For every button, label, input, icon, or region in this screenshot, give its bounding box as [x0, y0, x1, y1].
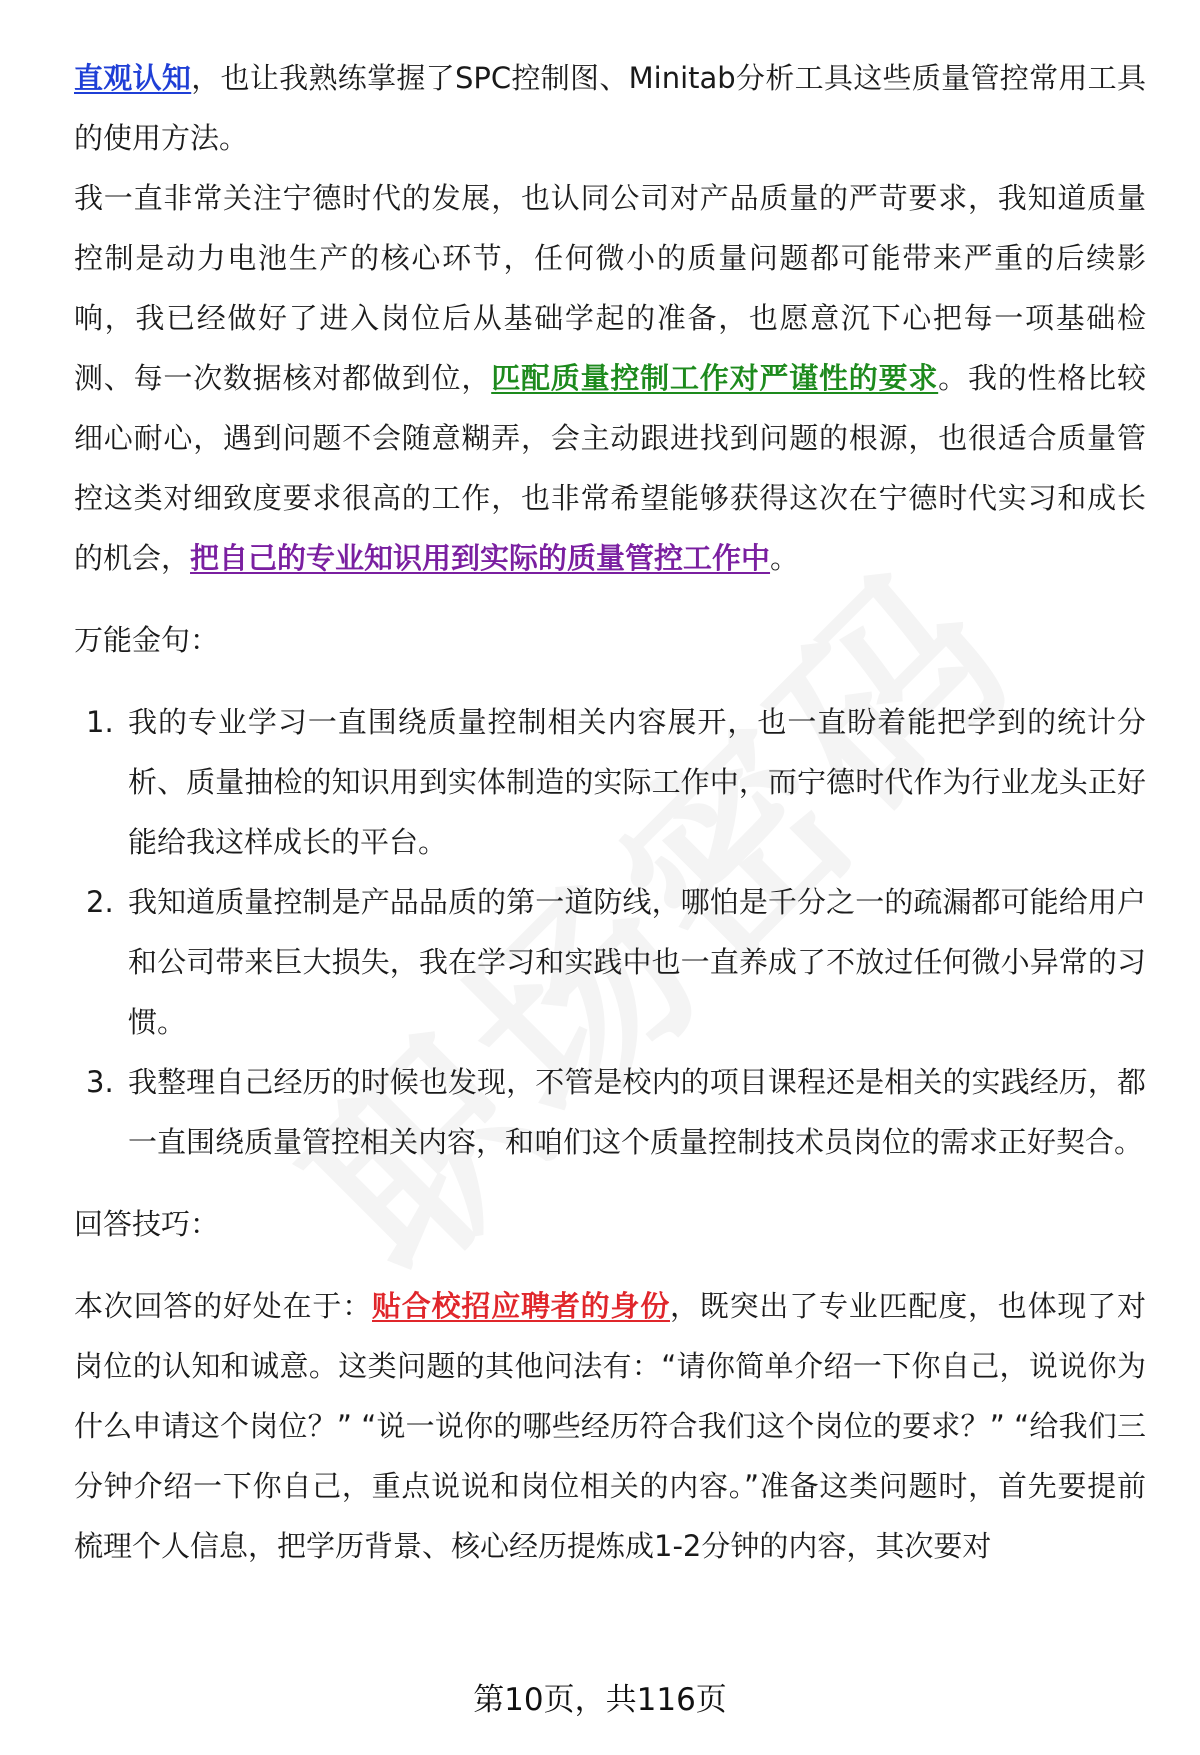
highlight-apply-knowledge: 把自己的专业知识用到实际的质量管控工作中	[190, 541, 771, 575]
paragraph-tips-text-2: ，既突出了专业匹配度，也体现了对岗位的认知和诚意。这类问题的其他问法有：“请你简单介绍一下你自己，说说你为什么申请这个岗位？” “说一说你的哪些经历符合我们这个岗位的要求？” “给我们三分钟介绍一下你自己，重点说说和岗位相关的内容。”准备这类问题时，首先要提前梳理个人信息，把学历背景、核心经历提炼成1-2分钟的内容，其次要对	[74, 1289, 1146, 1563]
golden-sentences-heading: 万能金句：	[74, 623, 220, 657]
list-item	[74, 872, 1146, 1052]
paragraph-intro-text: ，也让我熟练掌握了SPC控制图、Minitab分析工具这些质量管控常用工具的使用方法。	[74, 61, 1146, 155]
paragraph-motivation-text-3: 。	[770, 541, 800, 575]
paragraph-tips	[74, 1276, 1146, 1576]
paragraph-tips-text-1: 本次回答的好处在于：	[74, 1289, 372, 1323]
list-item-text: 我的专业学习一直围绕质量控制相关内容展开，也一直盼着能把学到的统计分析、质量抽检的知识用到实体制造的实际工作中，而宁德时代作为行业龙头正好能给我这样成长的平台。	[128, 705, 1146, 859]
highlight-intuitive-knowledge: 直观认知	[74, 61, 192, 95]
list-item	[74, 692, 1146, 872]
paragraph-motivation-text-1: 我一直非常关注宁德时代的发展，也认同公司对产品质量的严苛要求，我知道质量控制是动力电池生产的核心环节，任何微小的质量问题都可能带来严重的后续影响，我已经做好了进入岗位后从基础学起的准备，也愿意沉下心把每一项基础检测、每一次数据核对都做到位，	[74, 181, 1146, 395]
list-item-text: 我知道质量控制是产品品质的第一道防线，哪怕是千分之一的疏漏都可能给用户和公司带来巨大损失，我在学习和实践中也一直养成了不放过任何微小异常的习惯。	[128, 885, 1146, 1039]
document-body	[74, 48, 1146, 1576]
paragraph-motivation	[74, 168, 1146, 588]
golden-sentences-list	[74, 692, 1146, 1172]
highlight-campus-identity: 贴合校招应聘者的身份	[372, 1289, 670, 1323]
paragraph-intro	[74, 48, 1146, 168]
list-item	[74, 1052, 1146, 1172]
list-item-number: 1.	[86, 705, 114, 739]
answer-tips-heading: 回答技巧：	[74, 1207, 220, 1241]
list-item-number: 2.	[86, 885, 114, 919]
paragraph-motivation-text-2: 。我的性格比较细心耐心，遇到问题不会随意糊弄，会主动跟进找到问题的根源，也很适合质量管控这类对细致度要求很高的工作，也非常希望能够获得这次在宁德时代实习和成长的机会，	[74, 361, 1146, 575]
list-item-number: 3.	[86, 1065, 114, 1099]
highlight-rigor-requirement: 匹配质量控制工作对严谨性的要求	[491, 361, 939, 395]
page-number-footer: 第10页，共116页	[473, 1682, 727, 1718]
list-item-text: 我整理自己经历的时候也发现，不管是校内的项目课程还是相关的实践经历，都一直围绕质量管控相关内容，和咱们这个质量控制技术员岗位的需求正好契合。	[128, 1065, 1146, 1159]
